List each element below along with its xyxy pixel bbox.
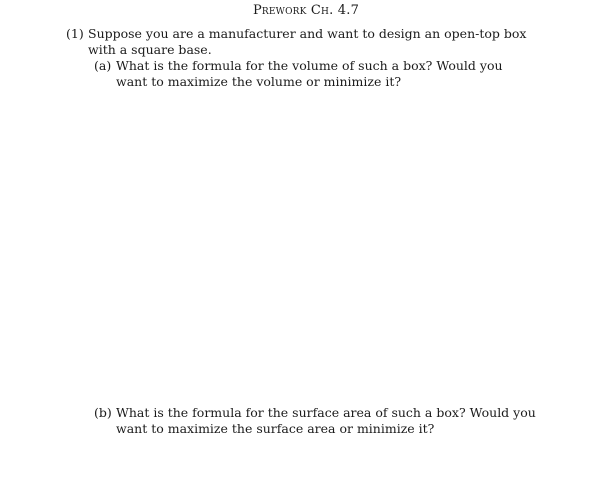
part-b-label: (b) (94, 405, 112, 420)
part-b (94, 405, 536, 437)
problem-text: Suppose you are a manufacturer and want to design an open-top box with a square base. (88, 26, 527, 57)
part-a-label: (a) (94, 58, 112, 73)
page-title: Prework Ch. 4.7 (252, 3, 360, 18)
part-a-text: What is the formula for the volume of such a box? Would you want to maximize the volume or minimize it? (116, 58, 503, 89)
part-b-text: What is the formula for the surface area of such a box? Would you want to maximize the surface area or minimize it? (116, 405, 536, 436)
problem-number: (1) (66, 26, 84, 41)
problem-1 (66, 26, 536, 58)
part-a (94, 58, 536, 90)
